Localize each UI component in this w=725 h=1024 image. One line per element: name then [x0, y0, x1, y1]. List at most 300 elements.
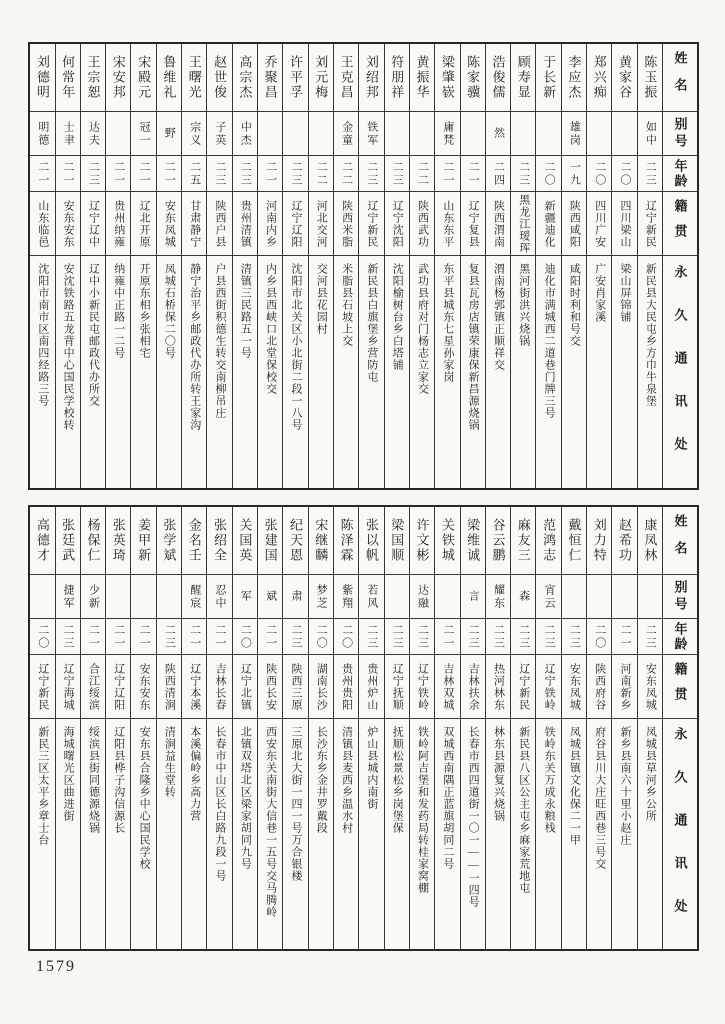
person-column	[435, 507, 460, 949]
person-name-cell	[612, 44, 636, 112]
person-name: 王曙光	[186, 55, 202, 100]
person-age: 二二	[416, 160, 429, 187]
person-age-cell	[587, 156, 611, 192]
person-native: 辽宁辽阳	[112, 662, 125, 711]
person-age: 二一	[112, 623, 125, 650]
person-address-cell	[131, 719, 155, 949]
person-native: 辽宁北镇	[239, 662, 252, 711]
person-column	[359, 44, 384, 488]
person-native: 合江绥滨	[87, 662, 100, 711]
person-native: 辽宁辽中	[87, 199, 100, 248]
person-column	[410, 507, 435, 949]
person-address: 黑河街洪兴烧锅	[517, 263, 530, 347]
person-address: 北镇双塔北区梁家胡同九号	[239, 726, 252, 870]
person-age-cell	[56, 619, 80, 655]
person-native-cell	[486, 655, 510, 719]
person-name-cell	[131, 507, 155, 575]
person-column	[461, 507, 486, 949]
person-address: 纳雍中正路一二号	[112, 263, 125, 359]
person-native-cell	[157, 655, 181, 719]
person-name: 于长新	[541, 55, 557, 100]
person-alias-cell	[283, 112, 307, 156]
person-address: 长春市中山区长白路九段一号	[214, 726, 227, 882]
person-alias-cell	[511, 575, 535, 619]
person-native: 陕西三原	[289, 662, 302, 711]
person-age: 二〇	[593, 160, 606, 187]
person-age-cell	[106, 619, 130, 655]
person-age-cell	[410, 156, 434, 192]
person-native-cell	[81, 192, 105, 256]
person-age: 二三	[568, 623, 581, 650]
person-address: 铁岭阿吉堡和发药局转桂家窝棚	[416, 726, 429, 894]
person-native-cell	[56, 655, 80, 719]
person-age: 二一	[112, 160, 125, 187]
person-address: 东平县城东七星孙家岗	[441, 263, 454, 383]
person-native-cell	[283, 192, 307, 256]
person-address-cell	[258, 256, 282, 488]
person-address-cell	[638, 256, 662, 488]
person-column	[334, 44, 359, 488]
person-column	[385, 507, 410, 949]
person-column	[638, 507, 663, 949]
header-name	[663, 507, 697, 575]
person-address: 清涧益生堂转	[163, 726, 176, 798]
person-alias-cell	[562, 112, 586, 156]
person-native-cell	[511, 192, 535, 256]
person-address-cell	[131, 256, 155, 488]
person-alias-cell	[536, 575, 560, 619]
person-address: 铁岭东关万成永粮栈	[543, 726, 556, 834]
person-name-cell	[309, 507, 333, 575]
header-name-label: 姓名	[672, 50, 688, 105]
person-address: 新民县大民屯乡方巾牛泉堡	[644, 263, 657, 407]
person-native-cell	[207, 655, 231, 719]
person-alias-cell	[106, 112, 130, 156]
person-address-cell	[334, 719, 358, 949]
person-name-cell	[486, 507, 510, 575]
person-address-cell	[359, 719, 383, 949]
person-column	[486, 44, 511, 488]
person-native-cell	[30, 192, 54, 256]
person-age: 二三	[163, 623, 176, 650]
person-name: 姜甲新	[136, 518, 152, 563]
page-number: 1579	[36, 958, 76, 975]
person-age: 二一	[87, 623, 100, 650]
person-alias-cell	[157, 575, 181, 619]
person-address-cell	[233, 256, 257, 488]
person-native-cell	[435, 655, 459, 719]
person-native: 山东东平	[441, 199, 454, 248]
person-age-cell	[435, 619, 459, 655]
person-native-cell	[131, 192, 155, 256]
person-name: 刘绍邦	[363, 55, 379, 100]
person-column	[56, 507, 81, 949]
person-alias: 中杰	[239, 120, 252, 147]
person-native: 辽宁辽阳	[289, 199, 302, 248]
person-address-cell	[334, 256, 358, 488]
person-native-cell	[283, 655, 307, 719]
person-native-cell	[461, 192, 485, 256]
person-address-cell	[182, 256, 206, 488]
person-age: 二三	[416, 623, 429, 650]
person-age-cell	[536, 619, 560, 655]
person-name-cell	[81, 44, 105, 112]
person-native: 贵州清镇	[239, 199, 252, 248]
person-column	[131, 44, 156, 488]
person-age: 二三	[365, 160, 378, 187]
person-address: 府谷县川大庄旺西巷三号交	[593, 726, 606, 870]
person-native-cell	[359, 655, 383, 719]
person-alias-cell	[461, 575, 485, 619]
person-age: 二三	[492, 623, 505, 650]
person-column	[283, 44, 308, 488]
person-name: 黄振华	[414, 55, 430, 100]
header-alias-label: 别号	[672, 579, 688, 614]
person-alias: 斌	[264, 590, 277, 603]
person-address-cell	[233, 719, 257, 949]
person-native: 四川梁山	[619, 199, 632, 248]
person-native-cell	[638, 192, 662, 256]
person-column	[587, 44, 612, 488]
person-name-cell	[283, 507, 307, 575]
person-address-cell	[283, 256, 307, 488]
person-native-cell	[410, 192, 434, 256]
person-name-cell	[258, 44, 282, 112]
person-alias-cell	[562, 575, 586, 619]
person-alias-cell	[157, 112, 181, 156]
person-address-cell	[536, 256, 560, 488]
person-address-cell	[587, 719, 611, 949]
person-age: 二一	[138, 160, 151, 187]
person-native: 热河林东	[492, 662, 505, 711]
person-address-cell	[511, 256, 535, 488]
header-age-label: 年龄	[672, 621, 688, 652]
person-column	[359, 507, 384, 949]
person-name: 顾寿显	[515, 55, 531, 100]
person-native-cell	[207, 192, 231, 256]
person-age-cell	[410, 619, 434, 655]
person-age: 二四	[492, 160, 505, 187]
person-alias: 紫翔	[340, 583, 353, 610]
person-native-cell	[258, 655, 282, 719]
person-column	[309, 507, 334, 949]
person-address-cell	[435, 719, 459, 949]
header-native	[663, 655, 697, 719]
person-alias: 军	[239, 590, 252, 603]
person-name: 浩俊儒	[490, 55, 506, 100]
person-native: 吉林扶余	[467, 662, 480, 711]
person-native-cell	[81, 655, 105, 719]
person-address-cell	[435, 256, 459, 488]
person-name-cell	[283, 44, 307, 112]
person-alias-cell	[207, 112, 231, 156]
person-age: 二三	[62, 623, 75, 650]
person-age-cell	[157, 619, 181, 655]
person-name-cell	[511, 507, 535, 575]
person-name: 康凤林	[642, 518, 658, 563]
person-age-cell	[207, 156, 231, 192]
person-native: 贵州贵阳	[340, 662, 353, 711]
person-address-cell	[486, 256, 510, 488]
person-native-cell	[106, 655, 130, 719]
person-name: 关铁城	[439, 518, 455, 563]
person-address: 炉山县城内南街	[365, 726, 378, 810]
person-address-cell	[258, 719, 282, 949]
header-column-top	[663, 44, 697, 488]
person-name-cell	[536, 44, 560, 112]
person-alias-cell	[30, 112, 54, 156]
person-age-cell	[131, 156, 155, 192]
header-alias	[663, 575, 697, 619]
person-name-cell	[461, 507, 485, 575]
person-alias-cell	[435, 575, 459, 619]
person-age: 二三	[644, 160, 657, 187]
person-native-cell	[562, 655, 586, 719]
person-alias-cell	[435, 112, 459, 156]
person-name-cell	[233, 507, 257, 575]
person-alias-cell	[233, 112, 257, 156]
person-alias-cell	[410, 575, 434, 619]
person-address: 双城西南隅正蓝旗胡同二号	[441, 726, 454, 870]
person-column	[385, 44, 410, 488]
person-address-cell	[461, 719, 485, 949]
person-native-cell	[536, 655, 560, 719]
person-alias: 宵云	[543, 583, 556, 610]
person-address-cell	[309, 256, 333, 488]
person-alias: 言	[467, 590, 480, 603]
person-column	[233, 507, 258, 949]
person-age: 二一	[619, 623, 632, 650]
header-alias-label: 别号	[672, 116, 688, 151]
person-native: 安东凤城	[568, 662, 581, 711]
person-alias: 子英	[214, 120, 227, 147]
person-name-cell	[233, 44, 257, 112]
person-name-cell	[207, 44, 231, 112]
person-address-cell	[157, 256, 181, 488]
person-native: 辽宁新民	[36, 662, 49, 711]
header-native	[663, 192, 697, 256]
person-native: 辽宁新民	[644, 199, 657, 248]
header-age	[663, 619, 697, 655]
person-column	[81, 44, 106, 488]
person-native-cell	[258, 192, 282, 256]
person-address: 米脂县石坡上交	[340, 263, 353, 347]
person-alias: 雄岗	[568, 120, 581, 147]
person-alias: 醒宸	[188, 583, 201, 610]
person-age-cell	[612, 619, 636, 655]
person-native-cell	[612, 655, 636, 719]
person-address: 三原北大街一四一号万合银楼	[289, 726, 302, 882]
person-age: 二〇	[543, 160, 556, 187]
person-address-cell	[385, 719, 409, 949]
person-age: 二一	[163, 160, 176, 187]
person-address: 梁山屏锦铺	[619, 263, 632, 323]
person-column	[157, 507, 182, 949]
person-name: 张英琦	[110, 518, 126, 563]
person-native: 贵州炉山	[365, 662, 378, 711]
person-native: 陕西府谷	[593, 662, 606, 711]
person-name: 梁肇嵚	[439, 55, 455, 100]
person-name-cell	[587, 44, 611, 112]
person-column	[511, 44, 536, 488]
person-age-cell	[435, 156, 459, 192]
person-name-cell	[106, 44, 130, 112]
person-address: 凤城县镇文化保二一甲	[568, 726, 581, 846]
person-age: 二一	[264, 623, 277, 650]
person-age-cell	[486, 619, 510, 655]
person-alias-cell	[258, 112, 282, 156]
person-native-cell	[385, 192, 409, 256]
person-alias-cell	[106, 575, 130, 619]
person-address: 渭南杨郭镇正顺祥交	[492, 263, 505, 371]
person-age-cell	[30, 156, 54, 192]
person-column	[562, 507, 587, 949]
person-name: 郑兴痴	[591, 55, 607, 100]
person-column	[461, 44, 486, 488]
person-native-cell	[435, 192, 459, 256]
person-address: 辽阳县桦子沟信源长	[112, 726, 125, 834]
header-address-label: 永久通讯处	[672, 726, 688, 942]
person-age: 二一	[188, 623, 201, 650]
person-column	[81, 507, 106, 949]
person-name: 鲁维礼	[161, 55, 177, 100]
person-column	[131, 507, 156, 949]
person-name-cell	[587, 507, 611, 575]
person-alias-cell	[638, 575, 662, 619]
person-alias: 庸梵	[441, 120, 454, 147]
person-age-cell	[233, 619, 257, 655]
person-column	[435, 44, 460, 488]
person-name: 戴恒仁	[566, 518, 582, 563]
person-native-cell	[461, 655, 485, 719]
person-age-cell	[334, 619, 358, 655]
person-alias-cell	[309, 575, 333, 619]
person-address: 沈阳市北关区小北街二段一八号	[289, 263, 302, 431]
person-alias-cell	[638, 112, 662, 156]
person-name-cell	[385, 44, 409, 112]
person-native-cell	[182, 192, 206, 256]
person-native-cell	[359, 192, 383, 256]
person-name-cell	[56, 507, 80, 575]
person-age: 一九	[568, 160, 581, 187]
person-address: 交河县花园村	[315, 263, 328, 335]
person-alias-cell	[233, 575, 257, 619]
person-age-cell	[131, 619, 155, 655]
header-native-label: 籍贯	[672, 661, 688, 712]
person-native: 山东临邑	[36, 199, 49, 248]
person-native: 安东凤城	[163, 199, 176, 248]
person-column	[638, 44, 663, 488]
person-name: 许文彬	[414, 518, 430, 563]
person-address: 安东县合隆乡中心国民学校	[138, 726, 151, 870]
person-name: 王克昌	[338, 55, 354, 100]
person-age: 二一	[441, 623, 454, 650]
person-alias-cell	[182, 575, 206, 619]
person-native-cell	[587, 192, 611, 256]
person-column	[182, 507, 207, 949]
person-age-cell	[258, 156, 282, 192]
person-age: 二〇	[315, 623, 328, 650]
person-name-cell	[207, 507, 231, 575]
person-alias-cell	[385, 112, 409, 156]
person-address-cell	[612, 719, 636, 949]
person-alias-cell	[131, 112, 155, 156]
person-native: 安东凤城	[644, 662, 657, 711]
person-age-cell	[207, 619, 231, 655]
person-age-cell	[359, 156, 383, 192]
person-age-cell	[385, 156, 409, 192]
person-address-cell	[461, 256, 485, 488]
person-name: 赵世俊	[212, 55, 228, 100]
person-age: 二一	[138, 623, 151, 650]
person-native: 陕西渭南	[492, 199, 505, 248]
person-column	[56, 44, 81, 488]
person-address: 辽中小新民屯邮政代办所交	[87, 263, 100, 407]
person-native: 陕西清涧	[163, 662, 176, 711]
person-age-cell	[638, 619, 662, 655]
person-name-cell	[511, 44, 535, 112]
person-name-cell	[638, 507, 662, 575]
person-native: 甘肃静宁	[188, 199, 201, 248]
person-age: 二〇	[239, 623, 252, 650]
header-address	[663, 719, 697, 949]
person-name-cell	[131, 44, 155, 112]
person-native-cell	[334, 655, 358, 719]
person-age-cell	[612, 156, 636, 192]
person-name: 张廷武	[60, 518, 76, 563]
person-address-cell	[182, 719, 206, 949]
person-address: 新民县白旗堡乡营防屯	[365, 263, 378, 383]
person-alias-cell	[486, 112, 510, 156]
person-name: 梁维诚	[465, 518, 481, 563]
person-address: 沈阳市南市区南四经路三号	[36, 263, 49, 407]
person-name: 陈泽霖	[338, 518, 354, 563]
person-age: 二〇	[593, 623, 606, 650]
person-name-cell	[638, 44, 662, 112]
person-native: 新疆迪化	[543, 199, 556, 248]
person-age: 二〇	[36, 623, 49, 650]
person-age: 二〇	[619, 160, 632, 187]
person-address: 西安东关南街大信巷一五号交马腾岭	[264, 726, 277, 918]
header-age-label: 年龄	[672, 158, 688, 189]
person-age-cell	[486, 156, 510, 192]
header-native-label: 籍贯	[672, 198, 688, 249]
person-age: 二一	[36, 160, 49, 187]
header-name	[663, 44, 697, 112]
person-name-cell	[182, 507, 206, 575]
person-native: 河北交河	[315, 199, 328, 248]
person-alias: 耀东	[492, 583, 505, 610]
person-age-cell	[638, 156, 662, 192]
person-age: 二〇	[340, 623, 353, 650]
person-native-cell	[131, 655, 155, 719]
person-address-cell	[587, 256, 611, 488]
person-name-cell	[435, 44, 459, 112]
person-column	[283, 507, 308, 949]
person-native-cell	[511, 655, 535, 719]
person-alias: 如中	[644, 120, 657, 147]
person-address: 新民三区太平乡章士台	[36, 726, 49, 846]
person-native: 吉林双城	[441, 662, 454, 711]
person-address: 长春市西四道街一〇一——一四号	[467, 726, 480, 908]
person-address: 抚顺松景松乡岗堡保	[391, 726, 404, 834]
person-address-cell	[106, 719, 130, 949]
person-name: 高德才	[34, 518, 50, 563]
person-address: 沈阳榆树台乡白塔铺	[391, 263, 404, 371]
person-name: 张以帆	[363, 518, 379, 563]
person-native-cell	[410, 655, 434, 719]
person-name-cell	[562, 44, 586, 112]
